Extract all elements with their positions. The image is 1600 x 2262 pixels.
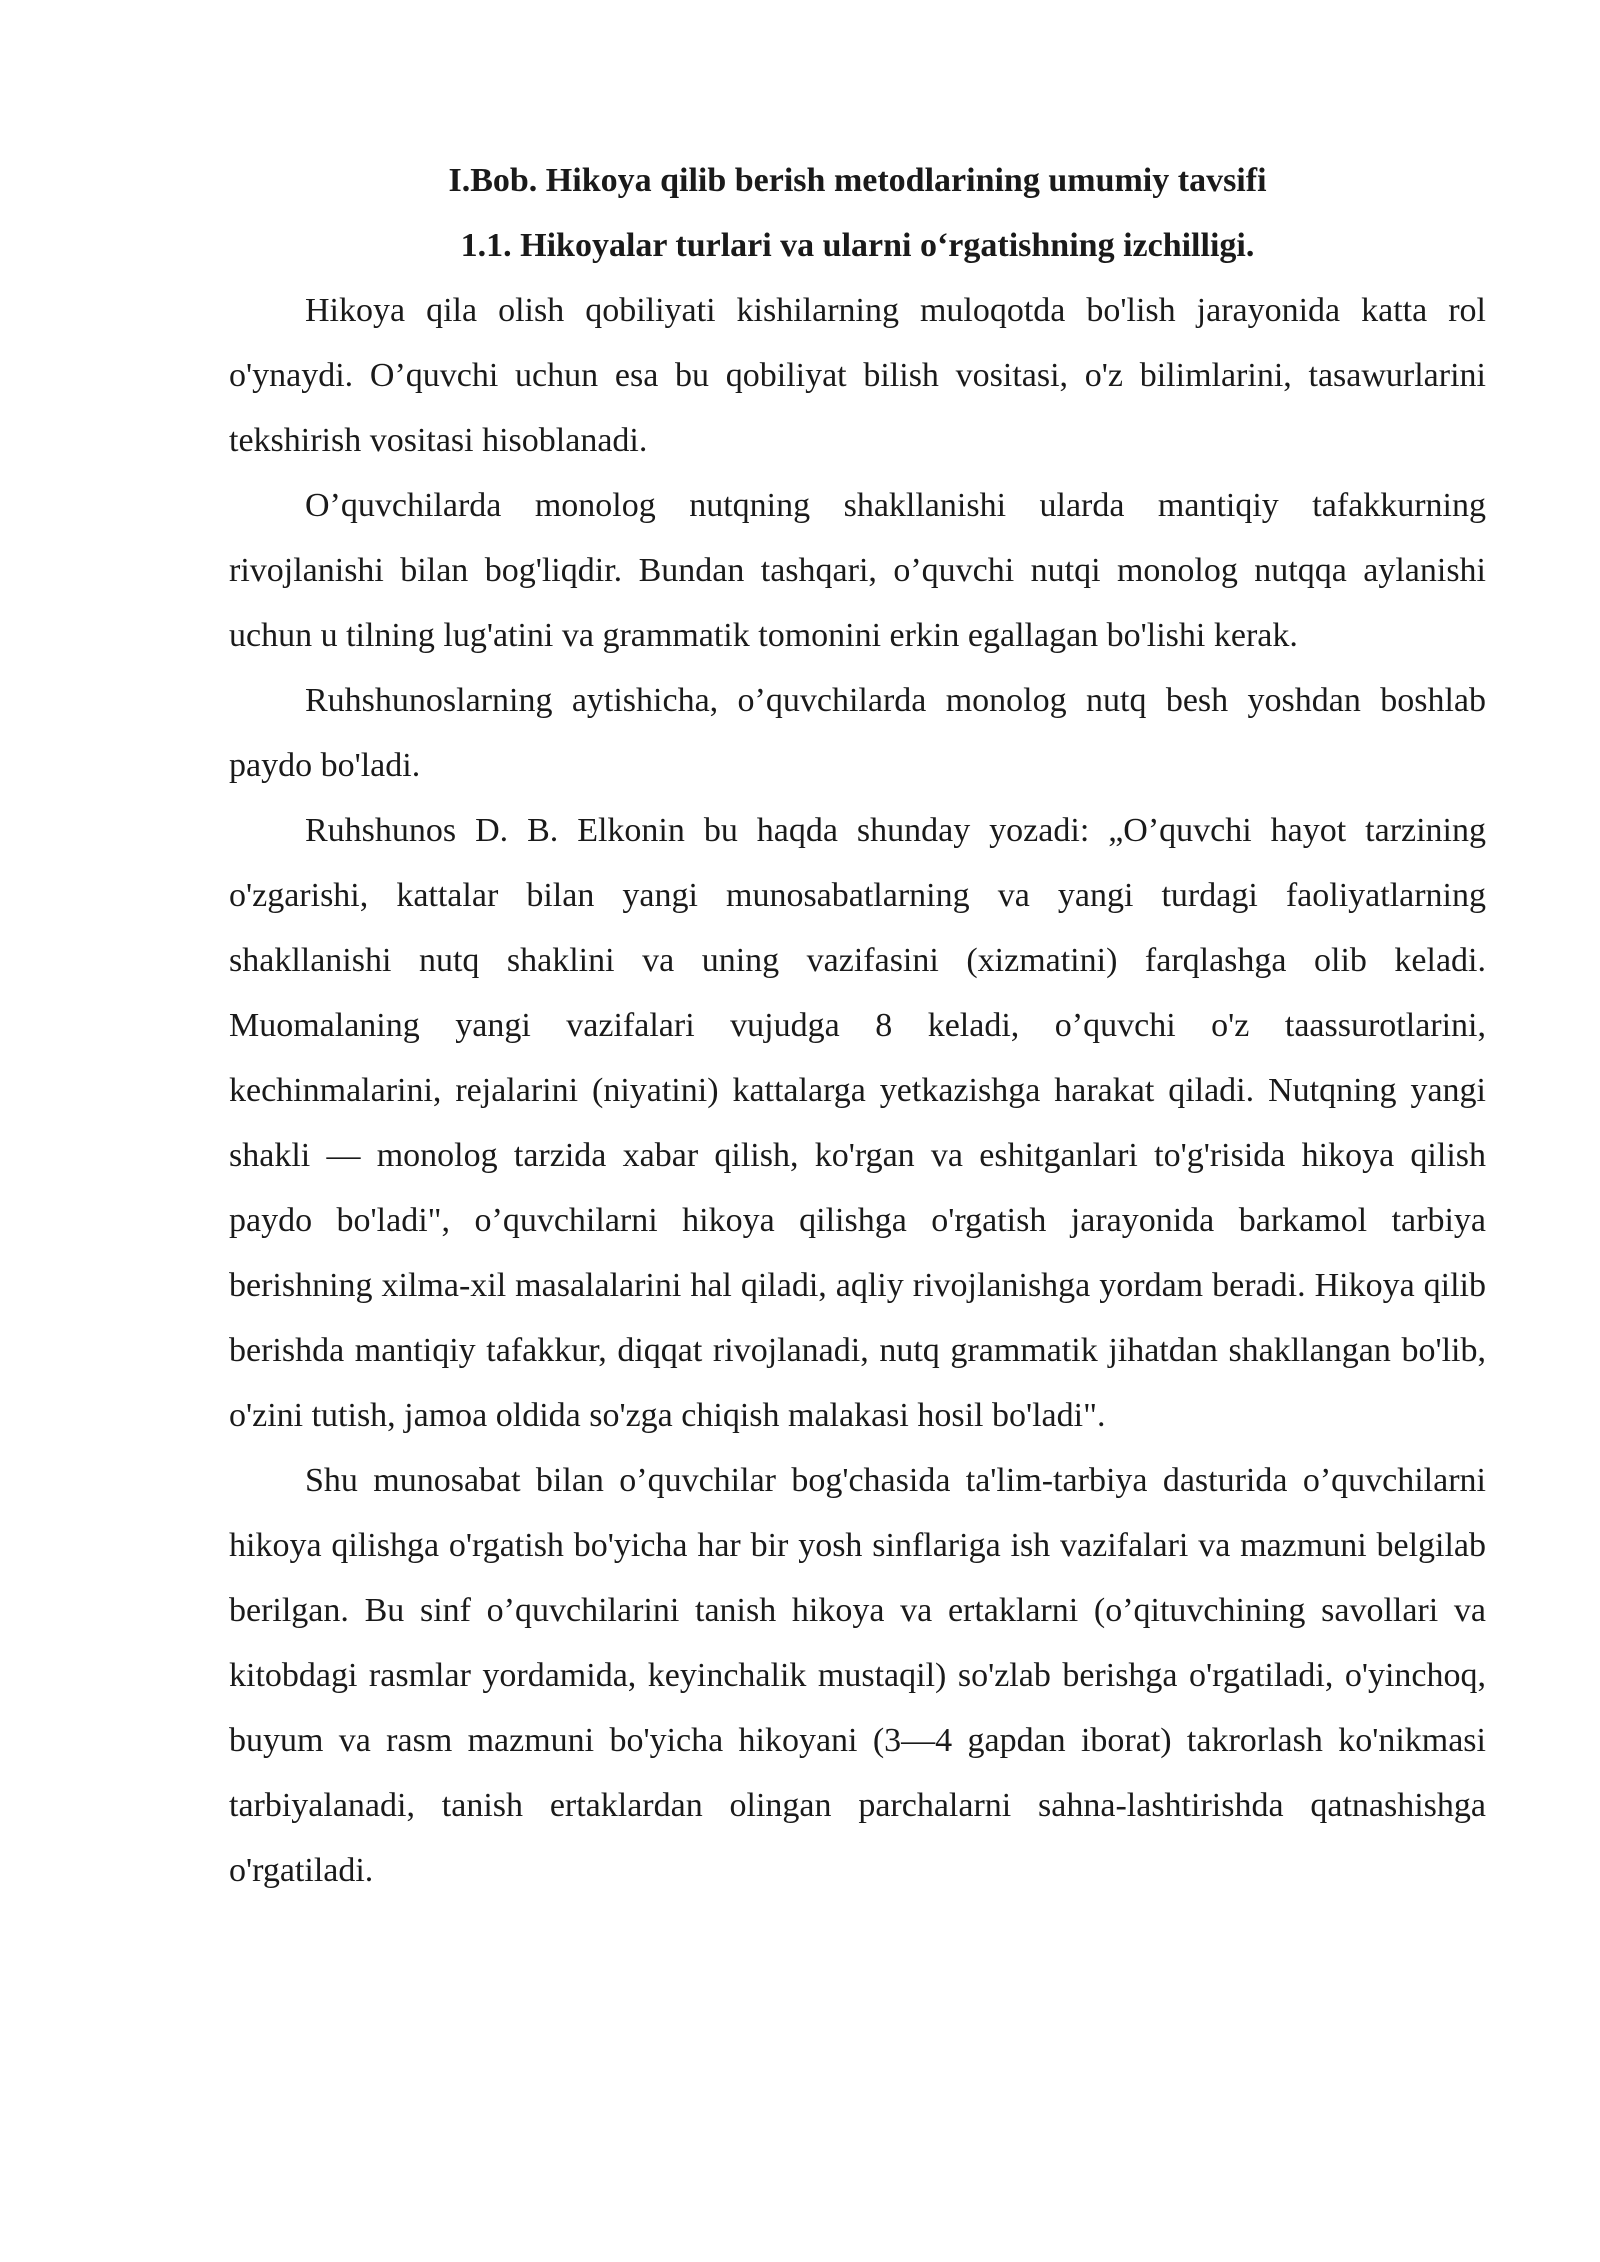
section-title: 1.1. Hikoyalar turlari va ularni o‘rgatishning izchilligi.: [460, 227, 1255, 264]
paragraph-5: Shu munosabat bilan o’quvchilar bog'chasida ta'lim-tarbiya dasturida o’quvchilarni hikoya qilishga o'rgatish bo'yicha har bir yosh sinflariga ish vazifalari va mazmuni belgilab berilgan. Bu sinf o’quvchilarini tanish hikoya va ertaklarni (o’qituvchining savollari va kitobdagi rasmlar yordamida, keyinchalik mustaqil) so'zlab berishga o'rgatiladi, o'yinchoq, buyum va rasm mazmuni bo'yicha hikoyani (3—4 gapdan iborat) takrorlash ko'nikmasi tarbiyalanadi, tanish ertaklardan olingan parchalarni sahna-lashtirishda qatnashishga o'rgatiladi.: [229, 1462, 1486, 1889]
paragraph-4: Ruhshunos D. B. Elkonin bu haqda shunday yozadi: „O’quvchi hayot tarzining o'zgarishi, kattalar bilan yangi munosabatlarning va yangi turdagi faoliyatlarning shakllanishi nutq shaklini va uning vazifasini (xizmatini) farqlashga olib keladi. Muomalaning yangi vazifalari vujudga 8 keladi, o’quvchi o'z taassurotlarini, kechinmalarini, rejalarini (niyatini) kattalarga yetkazishga harakat qiladi. Nutqning yangi shakli — monolog tarzida xabar qilish, ko'rgan va eshitganlari to'g'risida hikoya qilish paydo bo'ladi", o’quvchilarni hikoya qilishga o'rgatish jarayonida barkamol tarbiya berishning xilma-xil masalalarini hal qiladi, aqliy rivojlanishga yordam beradi. Hikoya qilib berishda mantiqiy tafakkur, diqqat rivojlanadi, nutq grammatik jihatdan shakllangan bo'lib, o'zini tutish, jamoa oldida so'zga chiqish malakasi hosil bo'ladi".: [229, 812, 1486, 1434]
chapter-title: I.Bob. Hikoya qilib berish metodlarining umumiy tavsifi: [448, 162, 1267, 199]
document-page: [229, 148, 1486, 1903]
paragraph-2: O’quvchilarda monolog nutqning shakllanishi ularda mantiqiy tafakkurning rivojlanishi bilan bog'liqdir. Bundan tashqari, o’quvchi nutqi monolog nutqqa aylanishi uchun u tilning lug'atini va grammatik tomonini erkin egallagan bo'lishi kerak.: [229, 487, 1486, 654]
paragraph-1: Hikoya qila olish qobiliyati kishilarning muloqotda bo'lish jarayonida katta rol o'ynaydi. O’quvchi uchun esa bu qobiliyat bilish vositasi, o'z bilimlarini, tasawurlarini tekshirish vositasi hisoblanadi.: [229, 292, 1486, 459]
paragraph-3: Ruhshunoslarning aytishicha, o’quvchilarda monolog nutq besh yoshdan boshlab paydo bo'ladi.: [229, 682, 1486, 784]
